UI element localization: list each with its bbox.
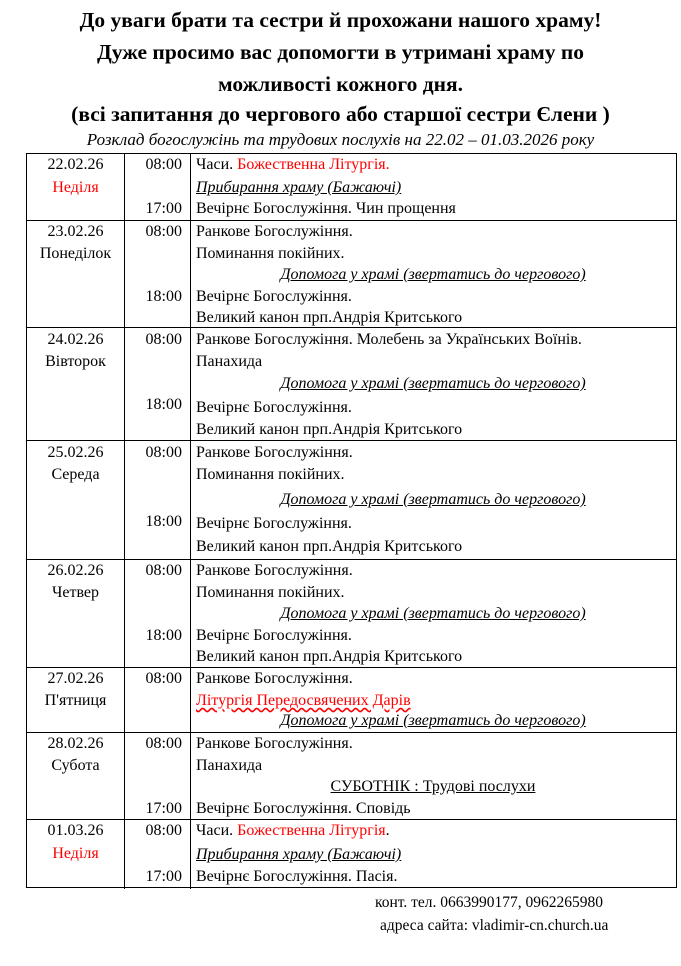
- row-time: 08:00: [145, 670, 182, 687]
- help-note: Допомога у храмі (звертатись до чергового): [280, 375, 586, 392]
- website-address: адреса сайта: vladimir-cn.church.ua: [380, 917, 609, 934]
- service-line: Вечірнє Богослужіння.: [196, 627, 352, 644]
- row-day: Неділя: [52, 845, 99, 862]
- schedule-row-4: [27, 440, 676, 559]
- header-line-2: Дуже просимо вас допомогти в утримані храму по: [96, 40, 585, 64]
- row-day: Четвер: [51, 584, 100, 601]
- service-line: Великий канон прп.Андрія Критського: [196, 648, 463, 665]
- service-line: Вечірнє Богослужіння. Чин прощення: [196, 200, 456, 217]
- help-note: Допомога у храмі (звертатись до чергового): [280, 491, 586, 508]
- service-line: Великий канон прп.Андрія Критського: [196, 538, 463, 555]
- row-date: 23.02.26: [47, 223, 104, 240]
- service-line: Вечірнє Богослужіння.: [196, 515, 352, 532]
- row-time: 08:00: [145, 735, 182, 752]
- service-line: Великий канон прп.Андрія Критського: [196, 309, 463, 326]
- service-text: Часи.: [196, 822, 238, 839]
- row-time: 18:00: [145, 627, 182, 644]
- liturgy-highlight: Божественна Літургія.: [237, 156, 390, 173]
- service-line: Ранкове Богослужіння. Молебень за Українських Воїнів.: [196, 331, 582, 348]
- service-line: [196, 821, 390, 841]
- row-day: Понеділок: [39, 245, 112, 262]
- row-time: 08:00: [145, 331, 182, 348]
- service-line: Поминання покійних.: [196, 466, 345, 483]
- header-line-3: можливості кожного дня.: [218, 72, 463, 96]
- row-day: П'ятниця: [44, 692, 107, 709]
- row-time: 08:00: [145, 444, 182, 461]
- service-line: Ранкове Богослужіння.: [196, 223, 353, 240]
- row-time: 17:00: [145, 200, 182, 217]
- row-date: 22.02.26: [47, 156, 104, 173]
- service-line: [196, 155, 390, 175]
- row-date: 26.02.26: [47, 562, 104, 579]
- service-line: Ранкове Богослужіння.: [196, 444, 353, 461]
- row-day: Вівторок: [45, 353, 106, 370]
- schedule-row-5: [27, 559, 676, 667]
- presanctified-liturgy: Літургія Передосвячених Дарів: [196, 692, 411, 709]
- schedule-row-6: [27, 667, 676, 732]
- row-day: Середа: [51, 466, 100, 483]
- help-note: Допомога у храмі (звертатись до чергового): [280, 605, 586, 622]
- row-time: 08:00: [145, 156, 182, 173]
- help-note: Допомога у храмі (звертатись до чергового): [280, 266, 586, 283]
- row-time: 17:00: [145, 800, 182, 817]
- row-time: 18:00: [145, 396, 182, 413]
- row-time: 17:00: [145, 868, 182, 885]
- schedule-row-7: [27, 732, 676, 819]
- service-line: Ранкове Богослужіння.: [196, 562, 353, 579]
- service-line: Панахида: [196, 757, 263, 774]
- cleaning-note: Прибирання храму (Бажаючі): [196, 179, 402, 196]
- help-note: Допомога у храмі (звертатись до чергового): [280, 712, 586, 729]
- row-time: 08:00: [145, 223, 182, 240]
- row-day: Субота: [51, 757, 100, 774]
- schedule-row-1: [27, 154, 676, 220]
- service-text: Часи.: [196, 156, 238, 173]
- schedule-row-3: [27, 327, 676, 440]
- row-date: 25.02.26: [47, 444, 104, 461]
- schedule-row-2: [27, 220, 676, 327]
- schedule-table: [26, 153, 677, 888]
- service-line: Вечірнє Богослужіння.: [196, 399, 352, 416]
- service-line: Поминання покійних.: [196, 245, 345, 262]
- column-divider: [190, 820, 191, 889]
- schedule-row-8: [27, 819, 676, 889]
- header-line-1: До уваги брати та сестри й прохожани нашого храму!: [79, 8, 602, 32]
- liturgy-highlight: Божественна Літургія: [237, 822, 386, 839]
- service-line: Вечірнє Богослужіння. Пасія.: [196, 868, 398, 885]
- service-line: Великий канон прп.Андрія Критського: [196, 421, 463, 438]
- service-line: Вечірнє Богослужіння.: [196, 288, 352, 305]
- row-day: Неділя: [52, 179, 99, 196]
- row-time: 18:00: [145, 288, 182, 305]
- row-time: 08:00: [145, 822, 182, 839]
- header-line-4: (всі запитання до чергового або старшої сестри Єлени ): [71, 102, 610, 126]
- row-date: 28.02.26: [47, 735, 104, 752]
- service-line: Вечірнє Богослужіння. Сповідь: [196, 800, 411, 817]
- subbotnik-note: СУБОТНІК : Трудові послухи: [330, 778, 536, 795]
- row-time: 18:00: [145, 513, 182, 530]
- service-text-end: .: [385, 822, 390, 839]
- service-line: Ранкове Богослужіння.: [196, 670, 353, 687]
- row-date: 01.03.26: [47, 822, 104, 839]
- column-divider: [190, 154, 191, 220]
- service-line: Поминання покійних.: [196, 584, 345, 601]
- column-divider: [190, 733, 191, 819]
- cleaning-note: Прибирання храму (Бажаючі): [196, 846, 402, 863]
- schedule-subtitle: Розклад богослужінь та трудових послухів на 22.02 – 01.03.2026 року: [86, 130, 595, 149]
- contact-phones: конт. тел. 0663990177, 0962265980: [375, 894, 604, 911]
- row-date: 27.02.26: [47, 670, 104, 687]
- row-date: 24.02.26: [47, 331, 104, 348]
- row-time: 08:00: [145, 562, 182, 579]
- service-line: Панахида: [196, 353, 263, 370]
- service-line: Ранкове Богослужіння.: [196, 735, 353, 752]
